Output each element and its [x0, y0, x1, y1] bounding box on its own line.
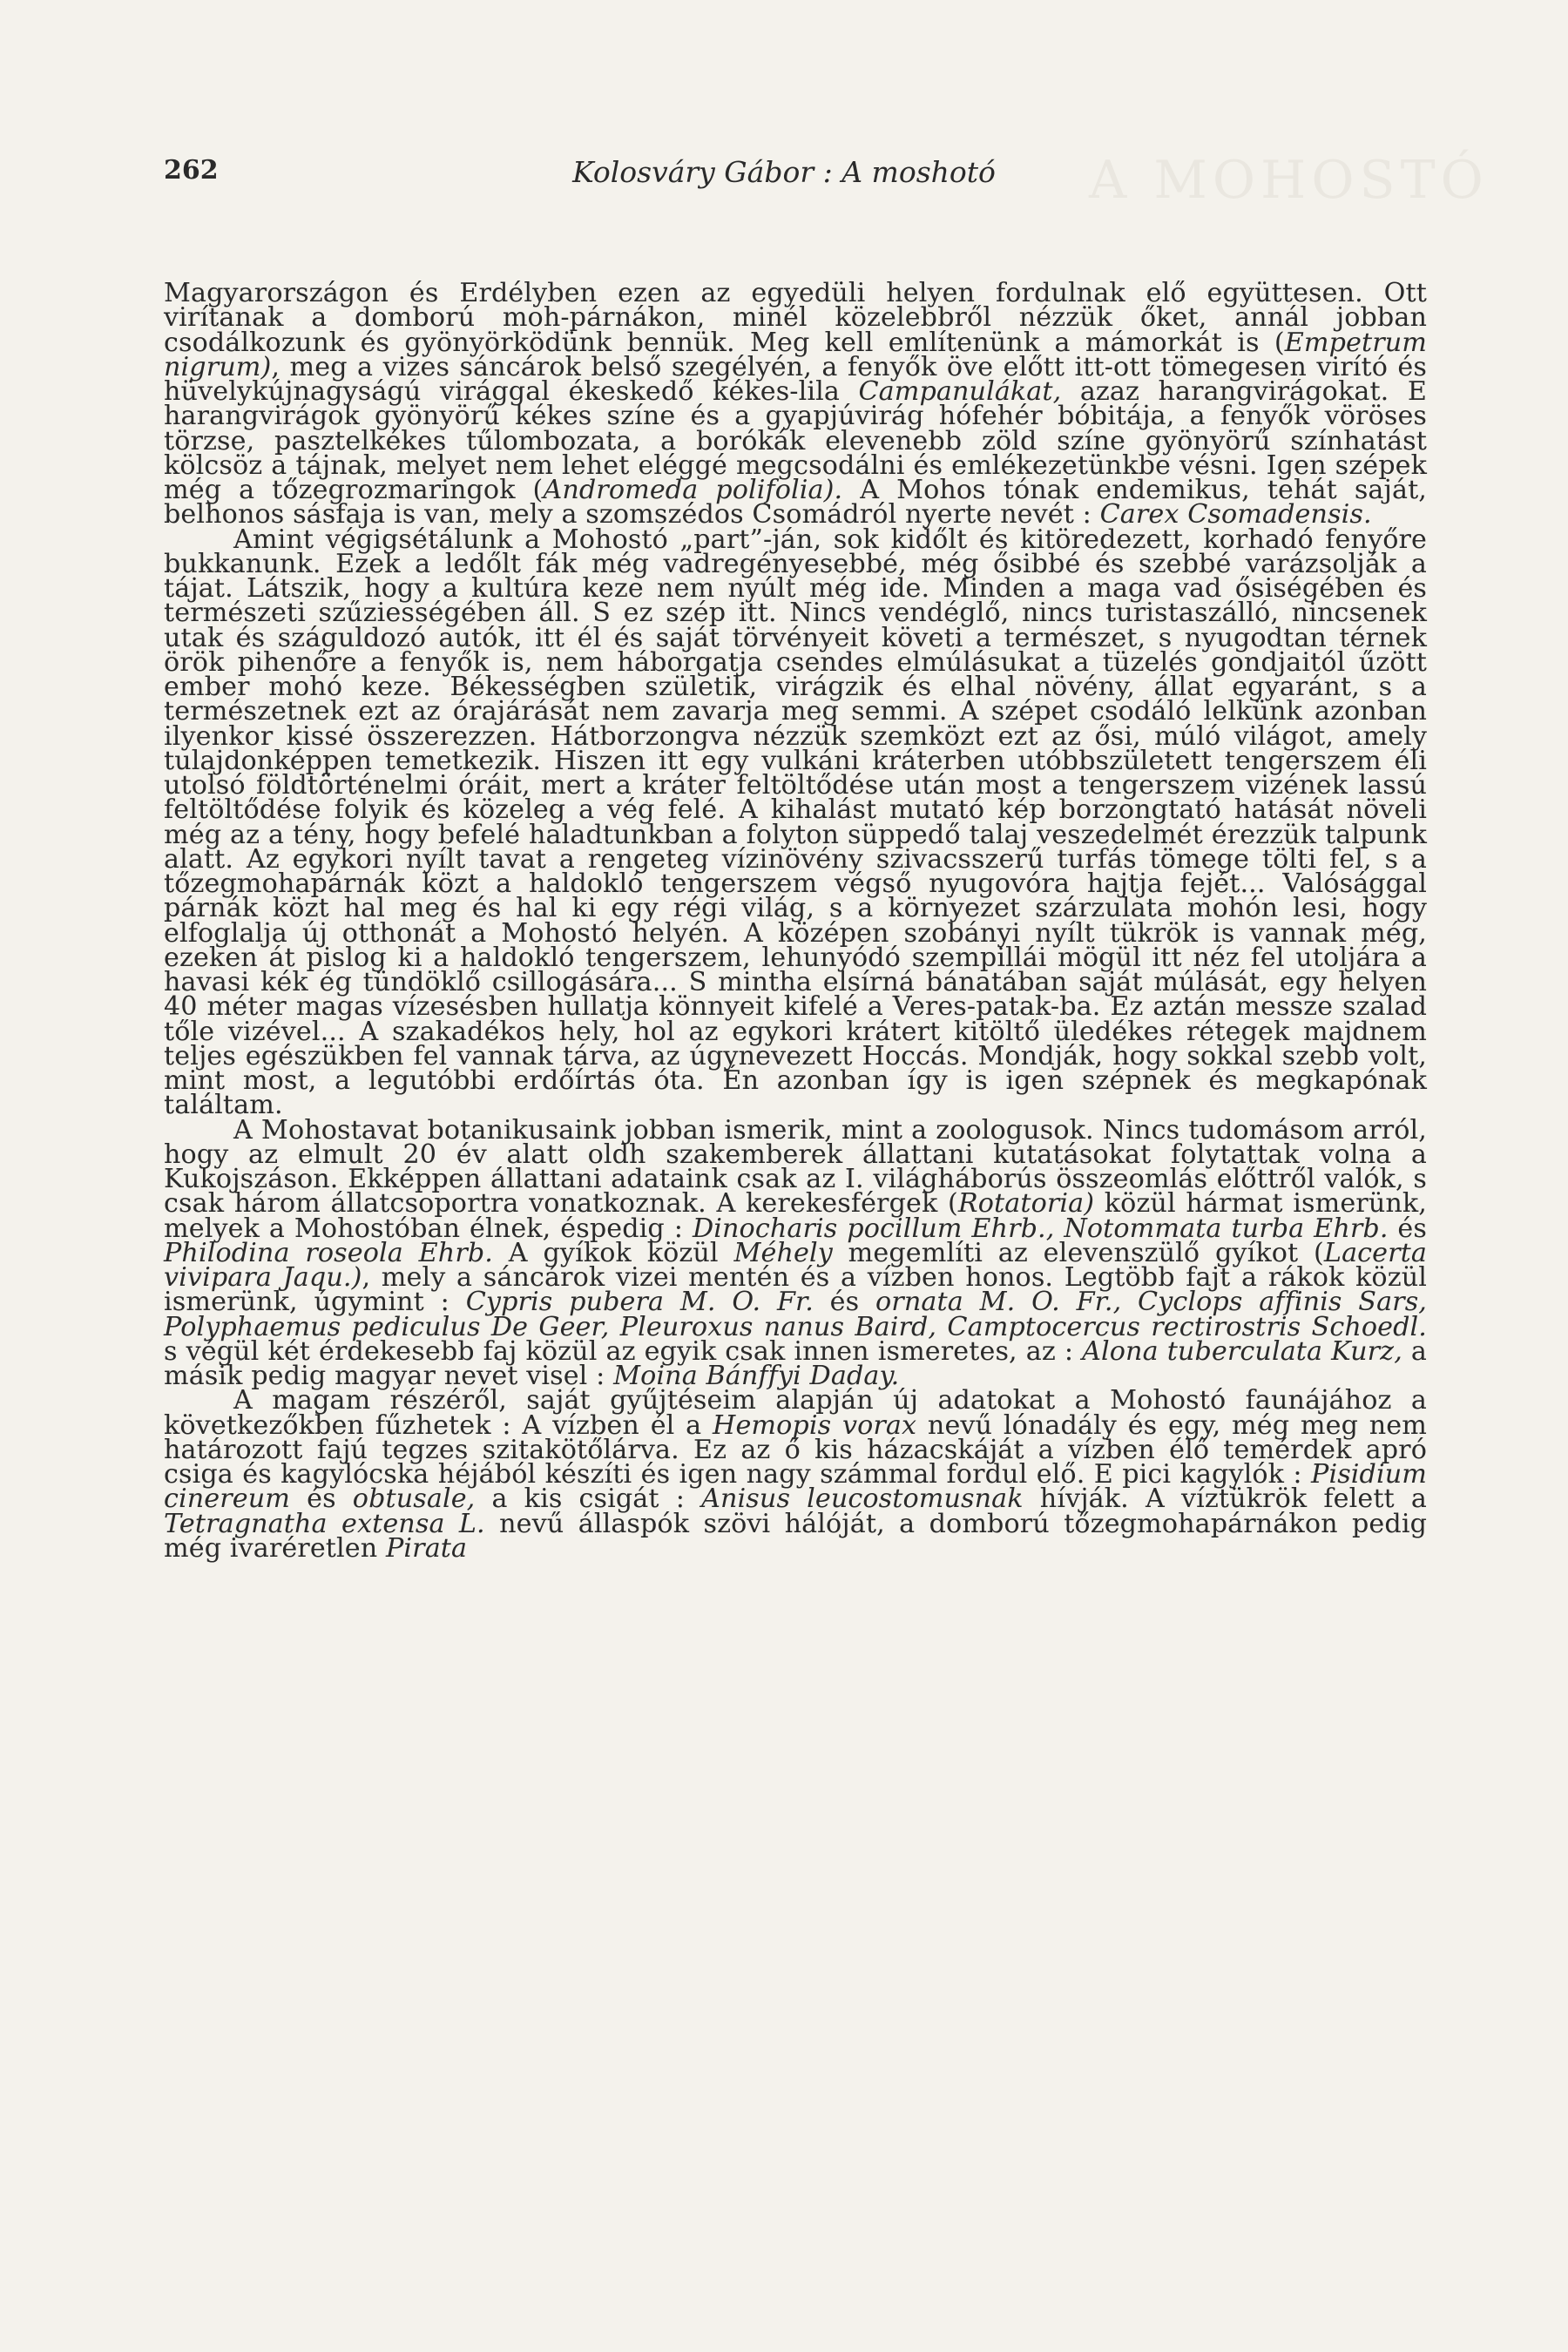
text-run: közül hármat ismerünk, melyek a Mohostóban élnek, éspedig : — [164, 1188, 1427, 1244]
italic-run: Cypris pubera M. O. Fr. — [465, 1287, 814, 1318]
text-run: és — [1388, 1213, 1427, 1244]
text-run: nevű lónadály és egy, még meg nem határozott fajú tegzes szitakötőlárva. Ez az ő kis házacskáját a vízben élő temérdek apró csiga és kagylócska héjából készíti és igen nagy számmal fordul elő. E pici kagylók : — [164, 1409, 1427, 1490]
italic-run: Pisidium cinereum — [164, 1459, 1427, 1515]
italic-run: Andromeda polifolia). — [543, 475, 843, 505]
text-run: nevű állaspók szövi hálóját, a domború tőzegmohapárnákon pedig még ivaréretlen — [164, 1508, 1428, 1564]
italic-run: obtusale, — [352, 1484, 476, 1515]
text-run: a másik pedig magyar nevet visel : — [164, 1335, 1427, 1391]
text-run: és — [290, 1484, 353, 1515]
text-run: és — [813, 1287, 876, 1318]
text-run: , meg a vizes sáncárok belső szegélyén, a fenyők öve előtt itt-ott tömegesen virító és hüvelykújnagyságú virággal ékeskedő kékes-lila — [164, 351, 1427, 407]
text-run: A Mohos tónak endemikus, tehát saját, belhonos sásfaja is van, mely a szomszédos Csomádról nyerte nevét : — [164, 475, 1427, 531]
italic-run: Anisus leucostomusnak — [701, 1484, 1024, 1515]
italic-run: Campanulákat, — [858, 376, 1062, 407]
body-text — [164, 278, 1428, 1564]
italic-run: Empetrum nigrum) — [164, 327, 1427, 382]
text-run: azaz harangvirágokat. E harangvirágok gyönyörű kékes színe és a gyapjúvirág hófehér bóbitája, a fenyők vöröses törzse, pasztelkékes tűlombozata, a borókák elevenebb zöld színe gyönyörű színhatást kölcsöz a tájnak, melyet nem lehet eléggé megcsodálni és emlékezetünkbe vésni. Igen szépek még a tőzegrozmaringok ( — [164, 376, 1427, 505]
italic-run: Hemopis vorax — [713, 1409, 917, 1441]
bleed-through-text: A MOHOSTÓ — [1089, 150, 1489, 211]
italic-run: Tetragnatha extensa L. — [164, 1508, 485, 1539]
italic-run: Pirata — [386, 1532, 468, 1564]
paragraph-1 — [164, 278, 1427, 531]
italic-run: Carex Csomadensis. — [1099, 499, 1372, 531]
italic-run: ornata M. O. Fr., Cyclops affinis Sars, Polyphaemus pediculus De Geer, Pleuroxus nanus Baird, Camptocercus rectirostris Schoedl. — [164, 1287, 1427, 1342]
paragraph-3 — [164, 1114, 1427, 1391]
italic-run: Méhely — [733, 1237, 833, 1268]
text-run: Magyarországon és Erdélyben ezen az egyedüli helyen fordulnak elő együttesen. Ott virítanak a domború moh-párnákon, minél közelebbről nézzük őket, annál jobban csodálkozunk és gyönyörködünk bennük. Meg kell említenünk a mámorkát is ( — [164, 278, 1427, 358]
paragraph-4 — [164, 1385, 1428, 1564]
text-run: A magam részéről, saját gyűjtéseim alapján új adatokat a Mohostó faunájához a következőkben fűzhetek : A vízben él a — [164, 1385, 1427, 1441]
text-run: a kis csigát : — [475, 1484, 702, 1515]
page-number: 262 — [164, 155, 219, 186]
text-run: hívják. A víztükrök felett a — [1023, 1484, 1427, 1515]
text-run: megemlíti az elevenszülő gyíkot ( — [832, 1237, 1324, 1268]
text-run: A Mohostavat botanikusaink jobban ismerik, mint a zoologusok. Nincs tudomásom arról, hogy az elmult 20 év alatt oldh szakemberek állattani kutatásokat folytattak volna a Kukojszáson. Ekképpen állattani adataink csak az I. világháborús összeomlás előttről valók, s csak három állatcsoportra vonatkoznak. A kerekesférgek ( — [164, 1114, 1427, 1220]
paragraph-2: Amint végigsétálunk a Mohostó „part”-ján, sok kidőlt és kitöredezett, korhadó fenyőre bukkanunk. Ezek a ledőlt fák még vadregényesebbé, még ősibbé és szebbé varázsolják a tájat. Látszik, hogy a kultúra keze nem nyúlt még ide. Minden a maga vad ősiségében és természeti szűziességében áll. S ez szép itt. Nincs vendéglő, nincs turistaszálló, nincsenek utak és száguldozó autók, itt él és saját törvényeit követi a természet, s nyugodtan térnek örök pihenőre a fenyők is, nem háborgatja csendes elmúlásukat a tüzelés gondjaitól űzött ember mohó keze. Békességben születik, virágzik és elhal növény, állat egyaránt, s a természetnek ezt az órajárását nem zavarja meg semmi. A szépet csodáló lelkünk azonban ilyenkor kissé összerezzen. Hátborzongva nézzük szemközt ezt az ősi, múló világot, amely tulajdonképpen temetkezik. Hiszen itt egy vulkáni kráterben utóbbszületett tengerszem éli utolsó földtörténelmi óráit, mert a kráter feltöltődése után most a tengerszem vizének lassú feltöltődése folyik és közeleg a vég felé. A kihalást mutató kép borzongtató hatását növeli még az a tény, hogy befelé haladtunkban a folyton süppedő talaj veszedelmét érezzük talpunk alatt. Az egykori nyílt tavat a rengeteg vízinövény szivacsszerű turfás tömege tölti fel, s a tőzegmohapárnák közt a haldokló tengerszem végső nyugovóra hajtja fejét... Valósággal párnák közt hal meg és hal ki egy régi világ, s a környezet szárzulata mohón lesi, hogy elfoglalja új otthonát a Mohostó helyén. A középen szobányi nyílt tükrök is vannak még, ezeken át pislog ki a haldokló tengerszem, lehunyódó szempillái mögül itt néz fel utoljára a havasi kék ég tündöklő csillogására... S mintha elsírná bánatában saját múlását, egy helyen 40 méter magas vízesésben hullatja könnyeit kifelé a Veres-patak-ba. Ez aztán messze szalad tőle vizével... A szakadékos hely, hol az egykori krátert kitöltő üledékes rétegek majdnem teljes egészükben fel vannak tárva, az úgynevezett Hoccás. Mondják, hogy sokkal szebb volt, mint most, a legutóbbi erdőírtás óta. Én azonban így is igen szépnek és megkapónak találtam. — [164, 524, 1427, 1121]
text-run: s végül két érdekesebb faj közül az egyik csak innen ismeretes, az : — [164, 1335, 1083, 1367]
italic-run: Dinocharis pocillum Ehrb., Notommata turba Ehrb. — [692, 1213, 1389, 1244]
italic-run: Alona tuberculata Kurz, — [1082, 1335, 1402, 1367]
italic-run: Lacerta vivipara Jaqu.) — [164, 1237, 1427, 1293]
text-run: A gyíkok közül — [492, 1237, 734, 1268]
page-header — [0, 155, 1568, 199]
text-run: , mely a sáncárok vizei mentén és a vízben honos. Legtöbb fajt a rákok közül ismerünk, úgymint : — [164, 1262, 1427, 1318]
italic-run: Rotatoria) — [957, 1188, 1095, 1220]
running-head: Kolosváry Gábor : A moshotó — [572, 155, 996, 189]
italic-run: Moina Bánffyi Daday. — [613, 1361, 900, 1391]
italic-run: Philodina roseola Ehrb. — [164, 1237, 493, 1268]
